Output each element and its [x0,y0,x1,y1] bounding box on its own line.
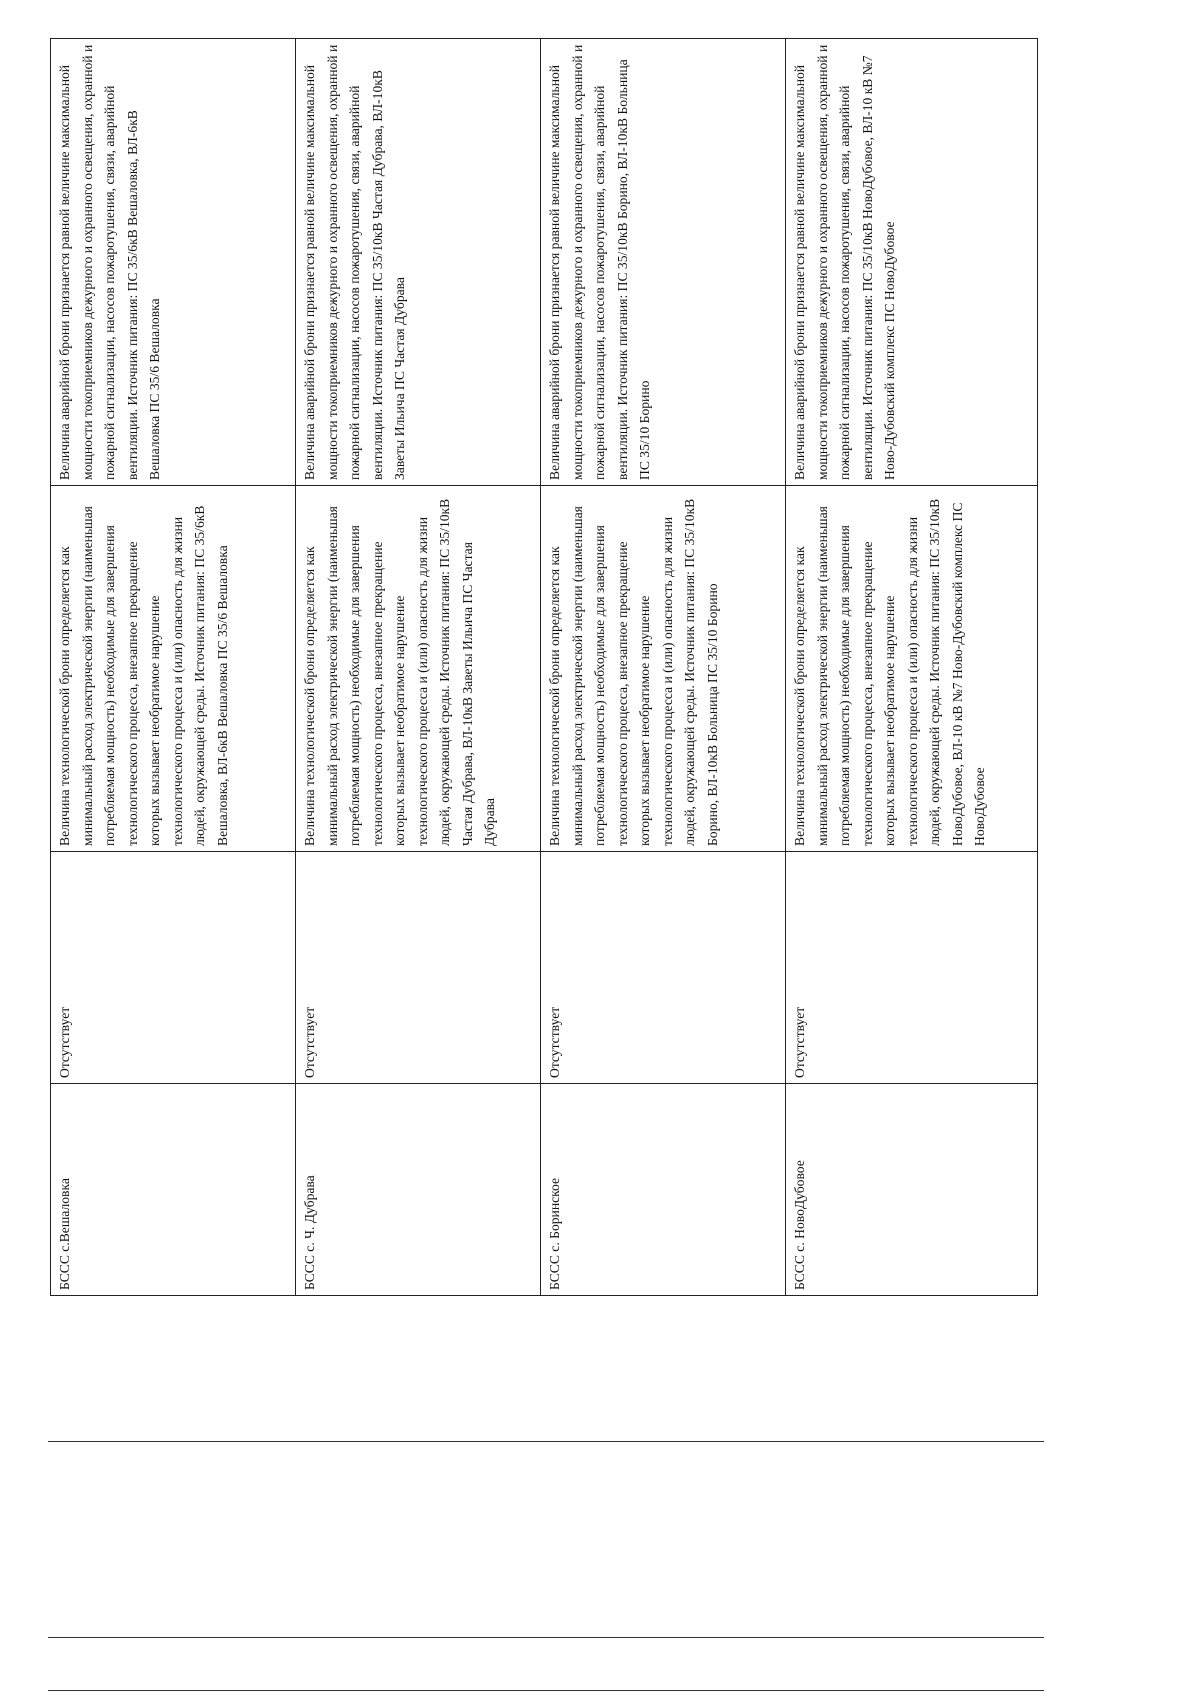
reservation-table [50,38,1038,1296]
critical-reserve-cell: Отсутствует [296,852,541,1084]
object-name-cell: БССС с. НовоДубовое [786,1084,1038,1296]
rotated-table-container [50,39,1040,1296]
object-name-cell: БССС с.Вешаловка [51,1084,296,1296]
tech-reserve-cell: Величина технологической брони определяется как минимальный расход электрической энергии (наименьшая потребляемая мощность) необходимые для завершения технологического процесса, внезапное прекращение которых вызывает необратимое нарушение технологического процесса и (или) опасность для жизни людей, окружающей среды. Источник питания: ПС 35/10кВ НовоДубовое, ВЛ-10 кВ №7 Ново-Дубовский комплекс ПС НовоДубовое [786,486,1038,852]
tech-reserve-cell: Величина технологической брони определяется как минимальный расход электрической энергии (наименьшая потребляемая мощность) необходимые для завершения технологического процесса, внезапное прекращение которых вызывает необратимое нарушение технологического процесса и (или) опасность для жизни людей, окружающей среды. Источник питания: ПС 35/10кВ Частая Дубрава, ВЛ-10кВ Заветы Ильича ПС Частая Дубрава [296,486,541,852]
table-row [786,39,1038,1296]
emergency-reserve-cell: Величина аварийной брони признается равной величине максимальной мощности токоприемников дежурного и охранного освещения, охранной и пожарной сигнализации, насосов пожаротушения, связи, аварийной вентиляции. Источник питания: ПС 35/10кВ Частая Дубрава, ВЛ-10кВ Заветы Ильича ПС Частая Дубрава [296,39,541,486]
critical-reserve-cell: Отсутствует [786,852,1038,1084]
emergency-reserve-cell: Величина аварийной брони признается равной величине максимальной мощности токоприемников дежурного и охранного освещения, охранной и пожарной сигнализации, насосов пожаротушения, связи, аварийной вентиляции. Источник питания: ПС 35/6кВ Вешаловка, ВЛ-6кВ Вешаловка ПС 35/6 Вешаловка [51,39,296,486]
tech-reserve-cell: Величина технологической брони определяется как минимальный расход электрической энергии (наименьшая потребляемая мощность) необходимые для завершения технологического процесса, внезапное прекращение которых вызывает необратимое нарушение технологического процесса и (или) опасность для жизни людей, окружающей среды. Источник питания: ПС 35/10кВ Борино, ВЛ-10кВ Больница ПС 35/10 Борино [541,486,786,852]
object-name-cell: БССС с. Боринское [541,1084,786,1296]
table-row [51,39,296,1296]
critical-reserve-cell: Отсутствует [541,852,786,1084]
horizontal-rule [48,1441,1044,1442]
table-row [541,39,786,1296]
emergency-reserve-cell: Величина аварийной брони признается равной величине максимальной мощности токоприемников дежурного и охранного освещения, охранной и пожарной сигнализации, насосов пожаротушения, связи, аварийной вентиляции. Источник питания: ПС 35/10кВ НовоДубовое, ВЛ-10 кВ №7 Ново-Дубовский комплекс ПС НовоДубовое [786,39,1038,486]
horizontal-rule [48,1637,1044,1638]
critical-reserve-cell: Отсутствует [51,852,296,1084]
emergency-reserve-cell: Величина аварийной брони признается равной величине максимальной мощности токоприемников дежурного и охранного освещения, охранной и пожарной сигнализации, насосов пожаротушения, связи, аварийной вентиляции. Источник питания: ПС 35/10кВ Борино, ВЛ-10кВ Больница ПС 35/10 Борино [541,39,786,486]
tech-reserve-cell: Величина технологической брони определяется как минимальный расход электрической энергии (наименьшая потребляемая мощность) необходимые для завершения технологического процесса, внезапное прекращение которых вызывает необратимое нарушение технологического процесса и (или) опасность для жизни людей, окружающей среды. Источник питания: ПС 35/6кВ Вешаловка, ВЛ-6кВ Вешаловка ПС 35/6 Вешаловка [51,486,296,852]
object-name-cell: БССС с. Ч. Дубрава [296,1084,541,1296]
horizontal-rule [48,1690,1044,1691]
table-row [296,39,541,1296]
